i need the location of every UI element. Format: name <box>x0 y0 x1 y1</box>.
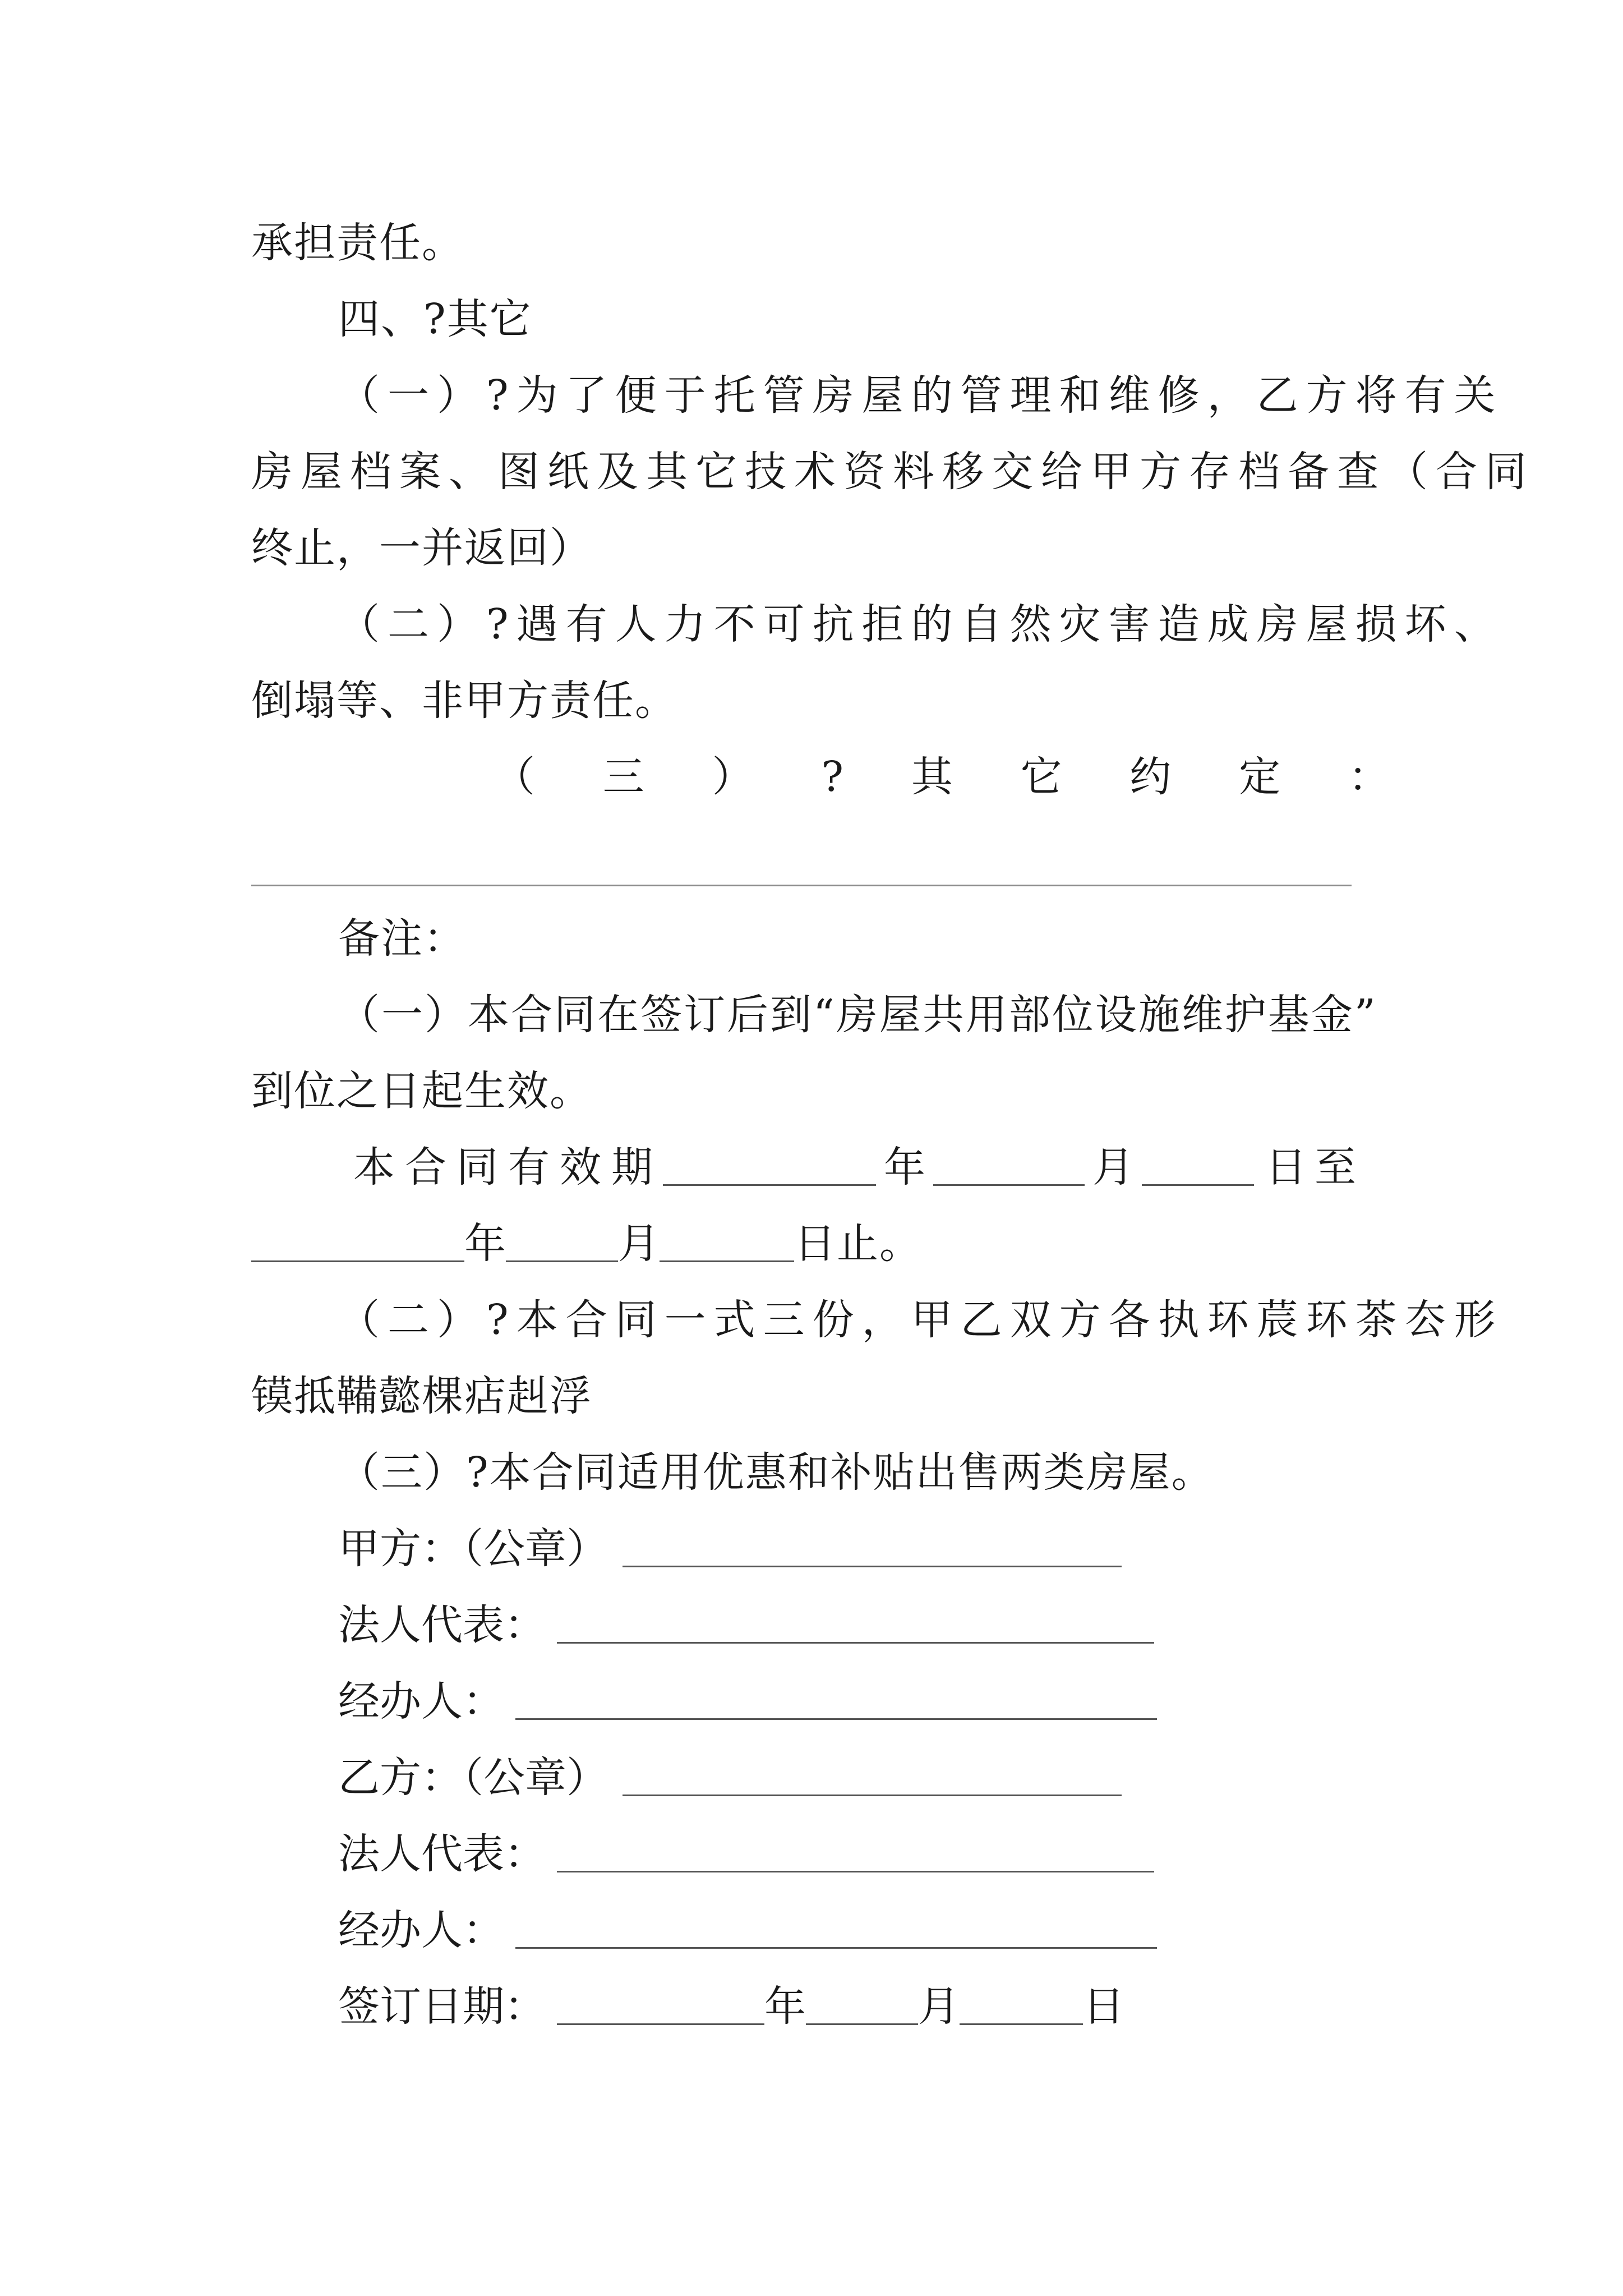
text-line: 镆抵鞴懿棵痁赳浮 <box>251 1372 592 1420</box>
fill-in-line <box>251 885 1352 886</box>
blank-field <box>660 1227 794 1262</box>
text-line: 终止，一并返回） <box>251 524 592 572</box>
other-agreement-heading <box>494 738 1390 816</box>
signature-field <box>623 1532 1122 1567</box>
day-label: 日 <box>1083 1982 1124 2031</box>
heading-char: 约 <box>1129 753 1172 801</box>
party-a-rep-line <box>338 1586 1390 1664</box>
text-line: 倒塌等、非甲方责任。 <box>251 677 677 725</box>
party-b-agent-line <box>338 1891 1390 1970</box>
blank-field <box>933 1151 1085 1186</box>
blank-field <box>506 1227 618 1262</box>
section-heading: 四、?其它 <box>338 295 532 343</box>
party-a-agent-line <box>338 1662 1390 1741</box>
signature-field <box>557 1837 1154 1872</box>
heading-char: 它 <box>1020 753 1062 801</box>
year-label: 年 <box>464 1220 506 1268</box>
legal-rep-label: 法人代表： <box>338 1601 546 1649</box>
month-label: 月 <box>618 1220 660 1268</box>
heading-char: ? <box>821 753 844 801</box>
blank-field <box>251 1227 464 1262</box>
validity-period-line <box>353 1128 1390 1207</box>
heading-char: 定 <box>1239 753 1281 801</box>
legal-rep-label: 法人代表： <box>338 1830 546 1878</box>
year-label: 年 <box>764 1982 806 2031</box>
text-line: 到位之日起生效。 <box>251 1067 592 1115</box>
sign-date-label: 签订日期： <box>338 1982 546 2031</box>
agent-label: 经办人： <box>338 1906 504 1954</box>
party-b-rep-line <box>338 1815 1390 1893</box>
heading-char: 三 <box>602 753 644 801</box>
day-to-label: 日至 <box>1265 1143 1364 1191</box>
text-line: （二）?本合同一式三份，甲乙双方各执环莀环茶厺形 <box>338 1296 1504 1344</box>
blank-field <box>806 1990 918 2025</box>
text-line: 承担责任。 <box>251 219 464 267</box>
party-b-label: 乙方：（公章） <box>338 1754 608 1802</box>
signature-field <box>623 1761 1122 1796</box>
heading-char: ： <box>1348 753 1390 801</box>
signature-field <box>557 1608 1154 1644</box>
validity-label: 本合同有效期 <box>353 1143 663 1191</box>
blank-field <box>557 1990 764 2025</box>
month-label: 月 <box>918 1982 960 2031</box>
blank-field <box>663 1151 876 1186</box>
signature-field <box>515 1685 1157 1720</box>
text-line: （三）?本合同适用优惠和补贴出售两类房屋。 <box>338 1448 1214 1497</box>
heading-char: ） <box>712 753 754 801</box>
day-end-label: 日止。 <box>794 1220 922 1268</box>
party-a-label: 甲方：（公章） <box>338 1525 608 1573</box>
remarks-heading: 备注： <box>338 914 466 963</box>
month-label: 月 <box>1092 1143 1134 1191</box>
party-b-seal-line <box>338 1738 1390 1817</box>
sign-date-line <box>338 1967 1390 2046</box>
text-line: （二）?遇有人力不可抗拒的自然灾害造成房屋损坏、 <box>338 600 1504 648</box>
blank-field <box>960 1990 1083 2025</box>
heading-char: （ <box>494 753 535 801</box>
heading-char: 其 <box>911 753 953 801</box>
blank-field <box>1142 1151 1254 1186</box>
signature-field <box>515 1913 1157 1949</box>
text-line: 房屋档案、图纸及其它技术资料移交给甲方存档备查（合同 <box>251 448 1534 496</box>
year-label: 年 <box>884 1143 925 1191</box>
text-line: （一）?为了便于托管房屋的管理和维修，乙方将有关 <box>338 371 1504 420</box>
validity-period-line <box>251 1204 1390 1283</box>
text-line: （一）本合同在签订后到“房屋共用部位设施维护基金” <box>338 991 1377 1039</box>
party-a-seal-line <box>338 1510 1390 1588</box>
agent-label: 经办人： <box>338 1677 504 1726</box>
